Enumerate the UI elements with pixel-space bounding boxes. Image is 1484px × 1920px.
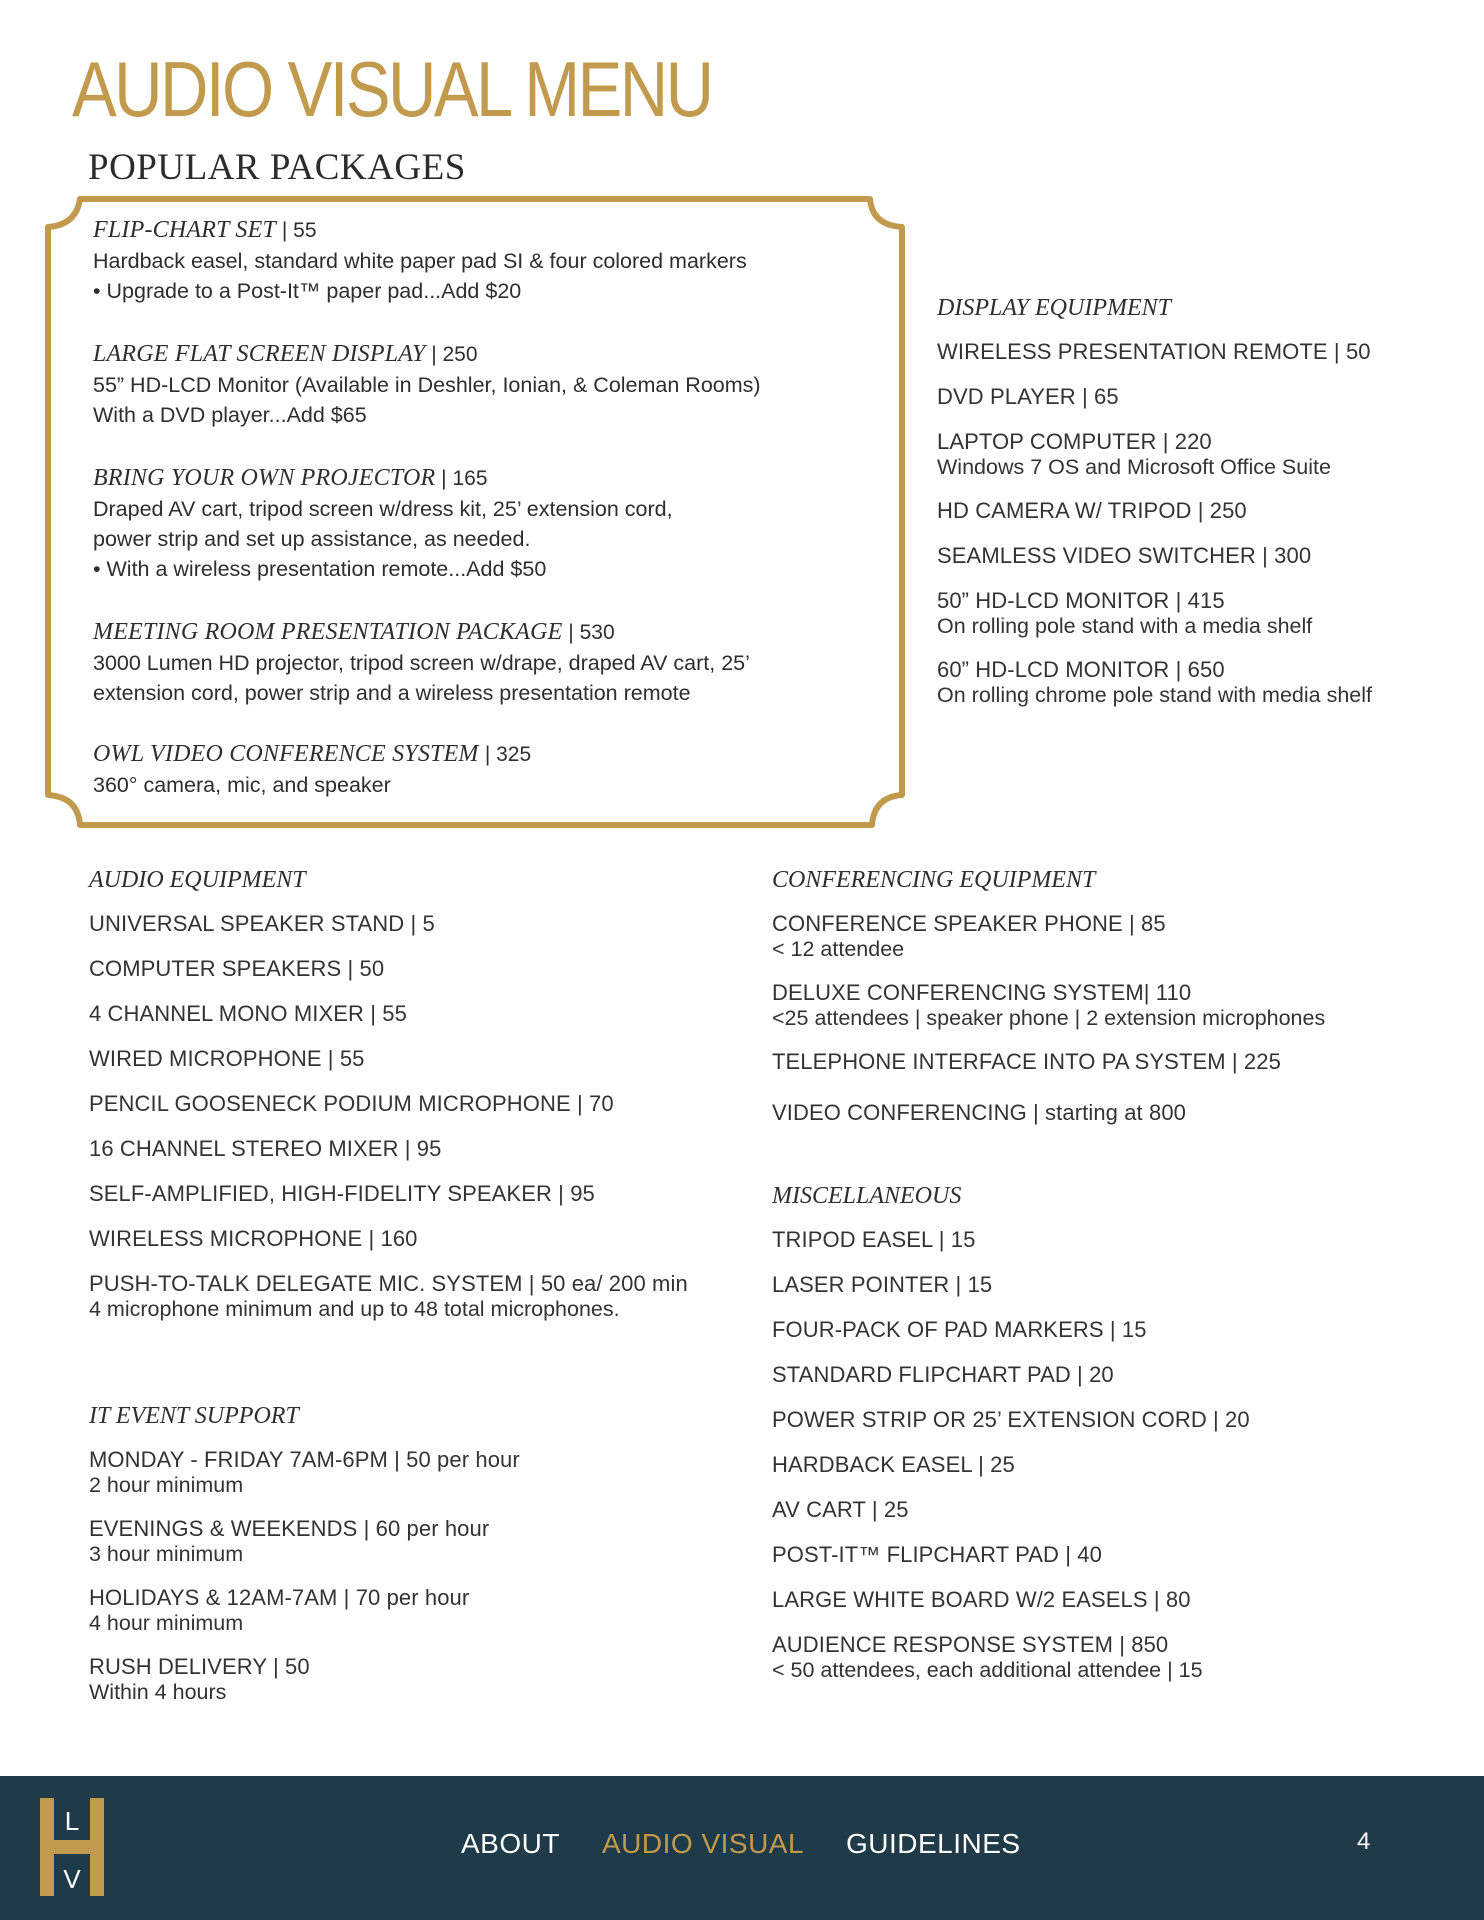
list-item: [89, 1515, 749, 1566]
item-name: RUSH DELIVERY | 50: [89, 1654, 310, 1679]
page-number: 4: [1357, 1828, 1371, 1855]
list-item: [89, 1090, 749, 1117]
item-name: 4 CHANNEL MONO MIXER | 55: [89, 1001, 407, 1026]
category-title: AUDIO EQUIPMENT: [89, 867, 306, 893]
list-item: [89, 910, 749, 937]
item-name: UNIVERSAL SPEAKER STAND | 5: [89, 911, 435, 936]
logo-letter-l: L: [64, 1806, 80, 1836]
package-description: 3000 Lumen HD projector, tripod screen w/drape, draped AV cart, 25’: [93, 651, 750, 675]
package-flip-chart-set: [93, 214, 893, 306]
package-description: Draped AV cart, tripod screen w/dress kit, 25’ extension cord,: [93, 497, 673, 521]
package-name: OWL VIDEO CONFERENCE SYSTEM: [93, 741, 485, 767]
list-item: [89, 1000, 749, 1027]
list-item: [772, 910, 1452, 961]
package-name: FLIP-CHART SET: [93, 217, 277, 243]
item-name: WIRELESS PRESENTATION REMOTE | 50: [937, 339, 1371, 364]
item-name: FOUR-PACK OF PAD MARKERS | 15: [772, 1317, 1147, 1342]
item-note: <25 attendees | speaker phone | 2 extension microphones: [772, 1006, 1326, 1030]
package-bring-your-own-projector: [93, 462, 893, 584]
item-name: AV CART | 25: [772, 1497, 909, 1522]
item-name: HARDBACK EASEL | 25: [772, 1452, 1015, 1477]
package-price: | 165: [435, 467, 488, 490]
package-description: 360° camera, mic, and speaker: [93, 773, 391, 797]
it-event-support-section: [89, 1400, 749, 1704]
item-name: HD CAMERA W/ TRIPOD | 250: [937, 498, 1247, 523]
package-upgrade: With a DVD player...Add $65: [93, 403, 367, 427]
item-name: PENCIL GOOSENECK PODIUM MICROPHONE | 70: [89, 1091, 614, 1116]
package-price: | 55: [276, 219, 317, 242]
category-title: CONFERENCING EQUIPMENT: [772, 867, 1096, 893]
list-item: [89, 1446, 749, 1497]
list-item: [937, 587, 1477, 638]
nav-audio-visual[interactable]: AUDIO VISUAL: [602, 1828, 805, 1859]
list-item: [937, 497, 1477, 524]
list-item: [772, 1451, 1452, 1478]
list-item: [89, 1225, 749, 1252]
list-item: [772, 1631, 1452, 1682]
page-title: AUDIO VISUAL MENU: [72, 45, 712, 133]
item-name: 50” HD-LCD MONITOR | 415: [937, 588, 1225, 613]
list-item: [89, 1653, 749, 1704]
package-name: LARGE FLAT SCREEN DISPLAY: [93, 341, 426, 367]
item-note: 2 hour minimum: [89, 1473, 244, 1497]
item-note: Within 4 hours: [89, 1680, 227, 1704]
item-note: 3 hour minimum: [89, 1542, 244, 1566]
package-description: Hardback easel, standard white paper pad SI & four colored markers: [93, 249, 747, 273]
item-name: SELF-AMPLIFIED, HIGH-FIDELITY SPEAKER | 95: [89, 1181, 595, 1206]
item-name: STANDARD FLIPCHART PAD | 20: [772, 1362, 1114, 1387]
package-description: 55” HD-LCD Monitor (Available in Deshler, Ionian, & Coleman Rooms): [93, 373, 761, 397]
lhv-logo: [40, 1798, 104, 1896]
item-name: POST-IT™ FLIPCHART PAD | 40: [772, 1542, 1102, 1567]
category-title: MISCELLANEOUS: [772, 1183, 962, 1209]
package-meeting-room-presentation: [93, 616, 893, 708]
item-name: 60” HD-LCD MONITOR | 650: [937, 657, 1225, 682]
list-item: [89, 955, 749, 982]
item-name: 16 CHANNEL STEREO MIXER | 95: [89, 1136, 442, 1161]
item-name: LARGE WHITE BOARD W/2 EASELS | 80: [772, 1587, 1191, 1612]
display-equipment-section: [937, 292, 1477, 707]
item-note: 4 microphone minimum and up to 48 total microphones.: [89, 1297, 620, 1321]
list-item: [89, 1045, 749, 1072]
logo-letter-v: V: [63, 1864, 81, 1894]
list-item: [772, 1406, 1452, 1433]
audio-equipment-section: [89, 864, 749, 1321]
package-price: | 250: [425, 343, 478, 366]
item-name: AUDIENCE RESPONSE SYSTEM | 850: [772, 1632, 1169, 1657]
footer-bar: [0, 1776, 1484, 1920]
miscellaneous-section: [772, 1180, 1452, 1682]
item-name: PUSH-TO-TALK DELEGATE MIC. SYSTEM | 50 ea/ 200 min: [89, 1271, 688, 1296]
category-title: IT EVENT SUPPORT: [89, 1403, 299, 1429]
item-name: MONDAY - FRIDAY 7AM-6PM | 50 per hour: [89, 1447, 520, 1472]
item-name: WIRED MICROPHONE | 55: [89, 1046, 365, 1071]
list-item: [937, 656, 1477, 707]
item-name: HOLIDAYS & 12AM-7AM | 70 per hour: [89, 1585, 470, 1610]
item-name: DVD PLAYER | 65: [937, 384, 1119, 409]
category-title: DISPLAY EQUIPMENT: [937, 295, 1171, 321]
list-item: [772, 1361, 1452, 1388]
list-item: [772, 1586, 1452, 1613]
list-item: [937, 383, 1477, 410]
list-item: [89, 1135, 749, 1162]
list-item: [937, 428, 1477, 479]
item-note: < 50 attendees, each additional attendee | 15: [772, 1658, 1203, 1682]
list-item: [937, 542, 1477, 569]
package-upgrade: • Upgrade to a Post-It™ paper pad...Add $20: [93, 279, 522, 303]
item-note: On rolling pole stand with a media shelf: [937, 614, 1313, 638]
popular-packages: [93, 214, 893, 800]
list-item: [772, 1541, 1452, 1568]
conferencing-equipment-section: [772, 864, 1452, 1126]
nav-about[interactable]: ABOUT: [461, 1828, 560, 1859]
list-item: [772, 1496, 1452, 1523]
package-price: | 530: [562, 621, 615, 644]
package-name: MEETING ROOM PRESENTATION PACKAGE: [93, 619, 563, 645]
item-name: LASER POINTER | 15: [772, 1272, 993, 1297]
package-name: BRING YOUR OWN PROJECTOR: [93, 465, 436, 491]
item-name: EVENINGS & WEEKENDS | 60 per hour: [89, 1516, 490, 1541]
item-note: < 12 attendee: [772, 937, 905, 961]
item-name: WIRELESS MICROPHONE | 160: [89, 1226, 418, 1251]
item-name: COMPUTER SPEAKERS | 50: [89, 956, 385, 981]
item-name: POWER STRIP OR 25’ EXTENSION CORD | 20: [772, 1407, 1250, 1432]
item-name: DELUXE CONFERENCING SYSTEM| 110: [772, 980, 1192, 1005]
item-name: TRIPOD EASEL | 15: [772, 1227, 976, 1252]
item-name: CONFERENCE SPEAKER PHONE | 85: [772, 911, 1166, 936]
list-item: [89, 1270, 749, 1321]
item-name: SEAMLESS VIDEO SWITCHER | 300: [937, 543, 1312, 568]
item-note: Windows 7 OS and Microsoft Office Suite: [937, 455, 1331, 479]
list-item: [89, 1584, 749, 1635]
list-item: [772, 1099, 1452, 1126]
list-item: [772, 979, 1452, 1030]
item-note: On rolling chrome pole stand with media shelf: [937, 683, 1372, 707]
item-name: VIDEO CONFERENCING | starting at 800: [772, 1100, 1186, 1125]
package-upgrade: • With a wireless presentation remote...Add $50: [93, 557, 547, 581]
item-note: 4 hour minimum: [89, 1611, 244, 1635]
package-price: | 325: [484, 743, 532, 766]
nav-guidelines[interactable]: GUIDELINES: [846, 1828, 1021, 1859]
package-description: power strip and set up assistance, as needed.: [93, 527, 531, 551]
list-item: [772, 1226, 1452, 1253]
package-owl-video-conference: [93, 738, 893, 800]
section-heading: POPULAR PACKAGES: [88, 147, 466, 188]
list-item: [772, 1316, 1452, 1343]
item-name: TELEPHONE INTERFACE INTO PA SYSTEM | 225: [772, 1049, 1281, 1074]
list-item: [89, 1180, 749, 1207]
list-item: [772, 1048, 1452, 1075]
item-name: LAPTOP COMPUTER | 220: [937, 429, 1212, 454]
list-item: [772, 1271, 1452, 1298]
package-large-flat-screen-display: [93, 338, 893, 430]
package-description: extension cord, power strip and a wireless presentation remote: [93, 681, 691, 705]
list-item: [937, 338, 1477, 365]
